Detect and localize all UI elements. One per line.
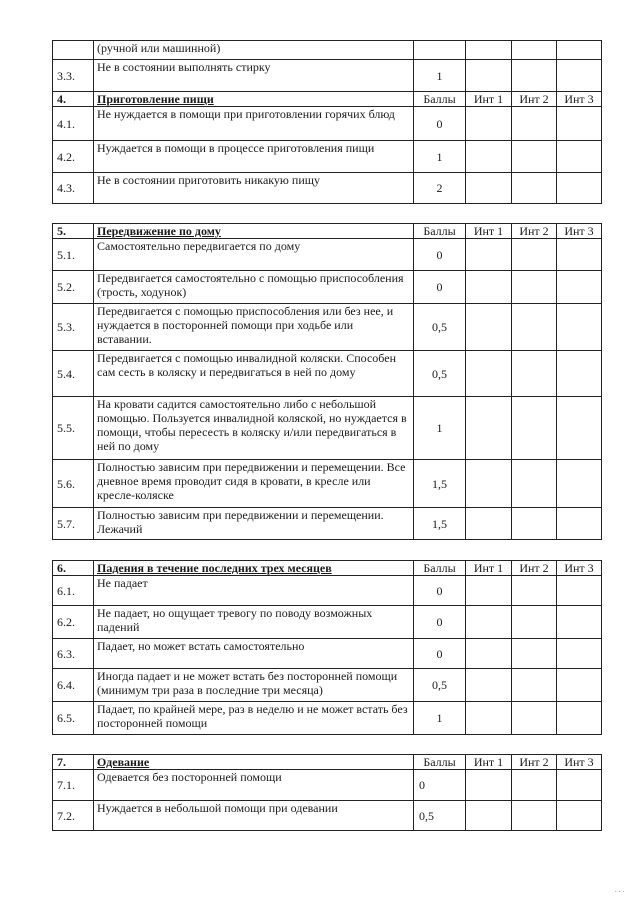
int2-cell[interactable]	[512, 351, 557, 397]
item-score: 1,5	[414, 508, 466, 540]
int2-cell[interactable]	[512, 41, 557, 60]
int1-cell[interactable]	[466, 576, 512, 606]
item-text: Полностью зависим при передвижении и перемещении. Лежачий	[94, 508, 414, 540]
item-text: Передвигается самостоятельно с помощью приспособления (трость, ходунок)	[94, 271, 414, 304]
table-sections-3-4	[52, 40, 602, 204]
section-number: 5.	[53, 224, 94, 239]
item-score: 1	[414, 397, 466, 460]
int1-column-header: Инт 1	[466, 561, 512, 576]
int2-cell[interactable]	[512, 107, 557, 141]
item-score: 1	[414, 702, 466, 735]
item-number: 3.3.	[53, 60, 94, 92]
table-row	[53, 141, 602, 173]
table-row	[53, 639, 602, 669]
int3-column-header: Инт 3	[557, 92, 602, 107]
section-number: 7.	[53, 755, 94, 770]
item-number: 6.5.	[53, 702, 94, 735]
int3-cell[interactable]	[557, 770, 602, 801]
item-score: 1	[414, 141, 466, 173]
item-text: Одевается без посторонней помощи	[94, 770, 414, 801]
table-row	[53, 606, 602, 639]
section-title: Падения в течение последних трех месяцев	[94, 561, 414, 576]
table-row	[53, 239, 602, 271]
item-number: 4.1.	[53, 107, 94, 141]
int1-cell[interactable]	[466, 107, 512, 141]
item-score: 0,5	[414, 351, 466, 397]
score-column-header: Баллы	[414, 224, 466, 239]
item-score: 0	[414, 770, 466, 801]
int2-cell[interactable]	[512, 460, 557, 508]
section-title: Приготовление пищи	[94, 92, 414, 107]
item-number: 5.6.	[53, 460, 94, 508]
table-row	[53, 60, 602, 92]
int3-cell[interactable]	[557, 141, 602, 173]
item-score: 0	[414, 239, 466, 271]
int1-column-header: Инт 1	[466, 224, 512, 239]
int3-cell[interactable]	[557, 460, 602, 508]
score-column-header: Баллы	[414, 561, 466, 576]
int2-cell[interactable]	[512, 239, 557, 271]
section-header-row	[53, 561, 602, 576]
item-score	[414, 41, 466, 60]
int1-column-header: Инт 1	[466, 92, 512, 107]
table-row	[53, 669, 602, 702]
item-number: 6.4.	[53, 669, 94, 702]
item-text: Нуждается в небольшой помощи при одевании	[94, 801, 414, 831]
item-text: Передвигается с помощью приспособления или без нее, и нуждается в посторонней помощи при ходьбе или вставании.	[94, 304, 414, 351]
table-section-6	[52, 560, 602, 735]
item-text: Нуждается в помощи в процессе приготовления пищи	[94, 141, 414, 173]
int2-cell[interactable]	[512, 141, 557, 173]
table-row	[53, 397, 602, 460]
item-number: 5.2.	[53, 271, 94, 304]
int3-cell[interactable]	[557, 41, 602, 60]
int2-cell[interactable]	[512, 304, 557, 351]
int2-column-header: Инт 2	[512, 92, 557, 107]
item-score: 0	[414, 271, 466, 304]
table-row	[53, 41, 602, 60]
item-score: 0	[414, 107, 466, 141]
int3-cell[interactable]	[557, 702, 602, 735]
item-score: 0,5	[414, 304, 466, 351]
int1-cell[interactable]	[466, 397, 512, 460]
section-header-row	[53, 224, 602, 239]
int1-cell[interactable]	[466, 508, 512, 540]
item-text: Самостоятельно передвигается по дому	[94, 239, 414, 271]
int3-cell[interactable]	[557, 60, 602, 92]
int1-cell[interactable]	[466, 41, 512, 60]
item-score: 0	[414, 576, 466, 606]
int2-cell[interactable]	[512, 60, 557, 92]
int1-cell[interactable]	[466, 304, 512, 351]
int3-cell[interactable]	[557, 606, 602, 639]
item-number: 5.5.	[53, 397, 94, 460]
table-row	[53, 107, 602, 141]
item-text: На кровати садится самостоятельно либо с небольшой помощью. Пользуется инвалидной коляской, но нуждается в помощи, чтобы пересесть в коляску и/или передвигаться в ней по дому	[94, 397, 414, 460]
item-number: 4.2.	[53, 141, 94, 173]
item-number: 5.3.	[53, 304, 94, 351]
page-corner-marks: ...	[614, 885, 626, 895]
int3-cell[interactable]	[557, 173, 602, 204]
int2-cell[interactable]	[512, 801, 557, 831]
table-row	[53, 801, 602, 831]
int1-cell[interactable]	[466, 770, 512, 801]
item-score: 1	[414, 60, 466, 92]
int1-cell[interactable]	[466, 669, 512, 702]
item-number: 6.1.	[53, 576, 94, 606]
int3-cell[interactable]	[557, 397, 602, 460]
table-row	[53, 304, 602, 351]
item-number: 5.1.	[53, 239, 94, 271]
int1-cell[interactable]	[466, 606, 512, 639]
item-text: Не падает	[94, 576, 414, 606]
int2-cell[interactable]	[512, 173, 557, 204]
int1-cell[interactable]	[466, 801, 512, 831]
int2-column-header: Инт 2	[512, 224, 557, 239]
section-header-row	[53, 755, 602, 770]
int3-cell[interactable]	[557, 271, 602, 304]
int1-cell[interactable]	[466, 239, 512, 271]
item-text: Падает, по крайней мере, раз в неделю и не может встать без посторонней помощи	[94, 702, 414, 735]
int1-cell[interactable]	[466, 460, 512, 508]
item-number: 6.3.	[53, 639, 94, 669]
int1-cell[interactable]	[466, 351, 512, 397]
int2-column-header: Инт 2	[512, 755, 557, 770]
table-row	[53, 508, 602, 540]
int3-cell[interactable]	[557, 304, 602, 351]
item-score: 0,5	[414, 669, 466, 702]
int2-cell[interactable]	[512, 397, 557, 460]
item-score: 0	[414, 606, 466, 639]
section-number: 6.	[53, 561, 94, 576]
item-text: Не в состоянии приготовить никакую пищу	[94, 173, 414, 204]
int3-cell[interactable]	[557, 801, 602, 831]
table-row	[53, 271, 602, 304]
int2-cell[interactable]	[512, 639, 557, 669]
section-header-row	[53, 92, 602, 107]
table-section-7	[52, 754, 602, 831]
item-score: 1,5	[414, 460, 466, 508]
item-number: 7.2.	[53, 801, 94, 831]
int3-cell[interactable]	[557, 239, 602, 271]
int3-cell[interactable]	[557, 351, 602, 397]
table-row	[53, 770, 602, 801]
item-text: Не нуждается в помощи при приготовлении горячих блюд	[94, 107, 414, 141]
item-score: 2	[414, 173, 466, 204]
int1-cell[interactable]	[466, 702, 512, 735]
int1-column-header: Инт 1	[466, 755, 512, 770]
int1-cell[interactable]	[466, 141, 512, 173]
int2-cell[interactable]	[512, 770, 557, 801]
item-score: 0,5	[414, 801, 466, 831]
table-section-5	[52, 223, 602, 540]
int3-cell[interactable]	[557, 639, 602, 669]
int2-cell[interactable]	[512, 669, 557, 702]
section-number: 4.	[53, 92, 94, 107]
int3-column-header: Инт 3	[557, 755, 602, 770]
int3-cell[interactable]	[557, 508, 602, 540]
int2-cell[interactable]	[512, 271, 557, 304]
int3-cell[interactable]	[557, 669, 602, 702]
score-column-header: Баллы	[414, 92, 466, 107]
item-number: 6.2.	[53, 606, 94, 639]
table-row	[53, 173, 602, 204]
int3-cell[interactable]	[557, 107, 602, 141]
int3-column-header: Инт 3	[557, 561, 602, 576]
item-text: Передвигается с помощью инвалидной коляски. Способен сам сесть в коляску и передвигаться в ней по дому	[94, 351, 414, 397]
item-text: Полностью зависим при передвижении и перемещении. Все дневное время проводит сидя в кровати, в кресле или кресле-коляске	[94, 460, 414, 508]
item-number: 5.7.	[53, 508, 94, 540]
int2-cell[interactable]	[512, 702, 557, 735]
item-text: Иногда падает и не может встать без посторонней помощи (минимум три раза в последние три месяца)	[94, 669, 414, 702]
int2-column-header: Инт 2	[512, 561, 557, 576]
item-number: 7.1.	[53, 770, 94, 801]
table-row	[53, 702, 602, 735]
item-text: Не в состоянии выполнять стирку	[94, 60, 414, 92]
item-text: (ручной или машинной)	[94, 41, 414, 60]
table-row	[53, 351, 602, 397]
int3-column-header: Инт 3	[557, 224, 602, 239]
int3-cell[interactable]	[557, 576, 602, 606]
item-text: Не падает, но ощущает тревогу по поводу возможных падений	[94, 606, 414, 639]
table-row	[53, 576, 602, 606]
section-title: Одевание	[94, 755, 414, 770]
int1-cell[interactable]	[466, 60, 512, 92]
int1-cell[interactable]	[466, 173, 512, 204]
item-number: 4.3.	[53, 173, 94, 204]
int1-cell[interactable]	[466, 271, 512, 304]
int2-cell[interactable]	[512, 576, 557, 606]
item-number: 5.4.	[53, 351, 94, 397]
int1-cell[interactable]	[466, 639, 512, 669]
item-score: 0	[414, 639, 466, 669]
item-text: Падает, но может встать самостоятельно	[94, 639, 414, 669]
item-number	[53, 41, 94, 60]
section-title: Передвижение по дому	[94, 224, 414, 239]
score-column-header: Баллы	[414, 755, 466, 770]
int2-cell[interactable]	[512, 606, 557, 639]
int2-cell[interactable]	[512, 508, 557, 540]
table-row	[53, 460, 602, 508]
